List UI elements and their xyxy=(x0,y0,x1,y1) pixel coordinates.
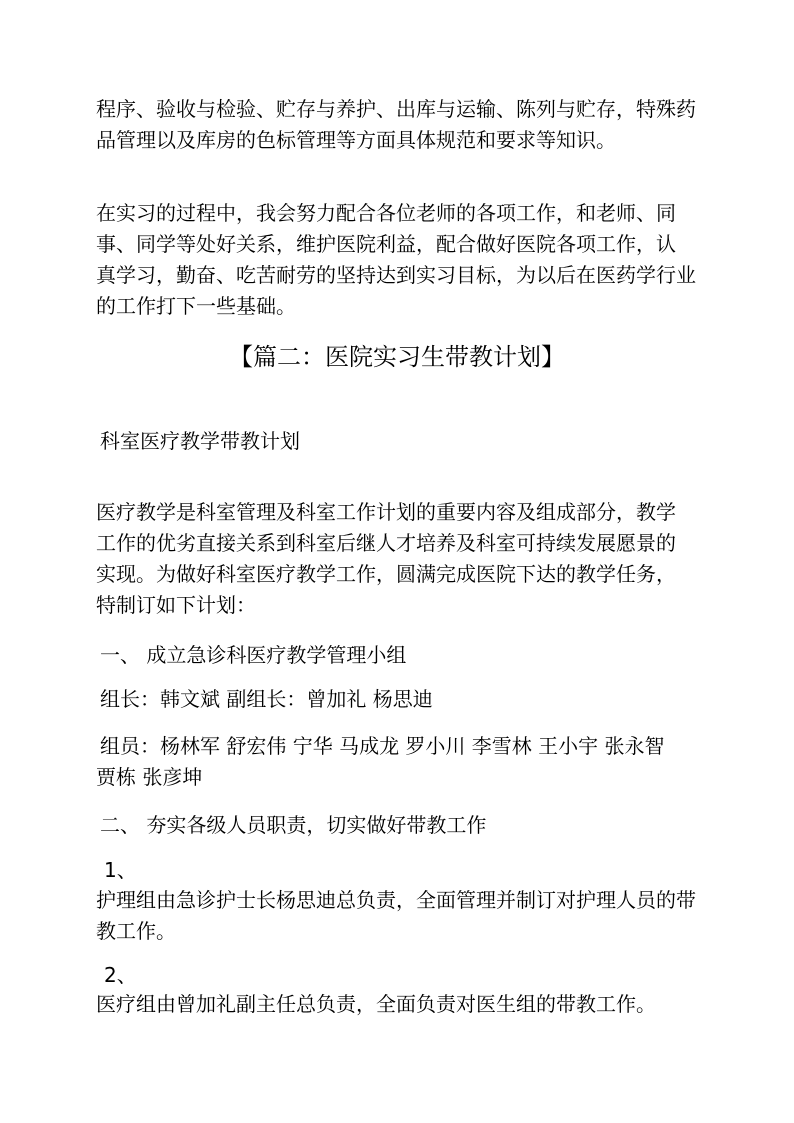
text-line: 一、 成立急诊科医疗教学管理小组 xyxy=(100,643,407,667)
text-line: 的工作打下一些基础。 xyxy=(96,294,296,318)
item-2-text xyxy=(96,989,656,1020)
leaders-line xyxy=(100,684,433,715)
text-line: 2、 xyxy=(104,963,137,987)
text-line: 1、 xyxy=(104,858,137,882)
text-line: 工作的优劣直接关系到科室后继人才培养及科室可持续发展愿景的 xyxy=(96,531,676,555)
paragraph-internship-goals xyxy=(96,198,696,322)
item-number-1 xyxy=(104,855,137,886)
section-one-title xyxy=(100,640,406,671)
text-line: 护理组由急诊护士长杨思迪总负责，全面管理并制订对护理人员的带 xyxy=(96,888,696,912)
section-heading: 【篇二：医院实习生带教计划】 xyxy=(229,343,565,371)
text-line: 二、 夯实各级人员职责，切实做好带教工作 xyxy=(100,813,487,837)
text-line: 特制订如下计划： xyxy=(96,593,256,617)
text-line: 组长：韩文斌 副组长：曾加礼 杨思迪 xyxy=(100,687,433,711)
text-line: 实现。为做好科室医疗教学工作，圆满完成医院下达的教学任务， xyxy=(96,562,676,586)
subtitle xyxy=(100,426,300,457)
text-line: 科室医疗教学带教计划 xyxy=(100,429,300,453)
paragraph-storage-knowledge xyxy=(96,94,696,156)
paragraph-teaching-intro xyxy=(96,497,676,621)
item-1-text xyxy=(96,885,696,947)
text-line: 医疗组由曾加礼副主任总负责，全面负责对医生组的带教工作。 xyxy=(96,992,656,1016)
text-line: 程序、验收与检验、贮存与养护、出库与运输、陈列与贮存，特殊药 xyxy=(96,97,696,121)
item-number-2 xyxy=(104,960,137,991)
text-line: 教工作。 xyxy=(96,919,176,943)
text-line: 在实习的过程中，我会努力配合各位老师的各项工作，和老师、同 xyxy=(96,201,676,225)
text-line: 品管理以及库房的色标管理等方面具体规范和要求等知识。 xyxy=(96,128,616,152)
text-line: 事、同学等处好关系，维护医院利益，配合做好医院各项工作，认 xyxy=(96,232,676,256)
text-line: 医疗教学是科室管理及科室工作计划的重要内容及组成部分，教学 xyxy=(96,500,676,524)
text-line: 真学习，勤奋、吃苦耐劳的坚持达到实习目标，为以后在医药学行业 xyxy=(96,263,696,287)
text-line: 贾栋 张彦坤 xyxy=(96,765,203,789)
text-line: 组员：杨林军 舒宏伟 宁华 马成龙 罗小川 李雪林 王小宇 张永智 xyxy=(100,734,665,758)
section-two-title xyxy=(100,810,486,841)
members-list xyxy=(96,731,665,793)
